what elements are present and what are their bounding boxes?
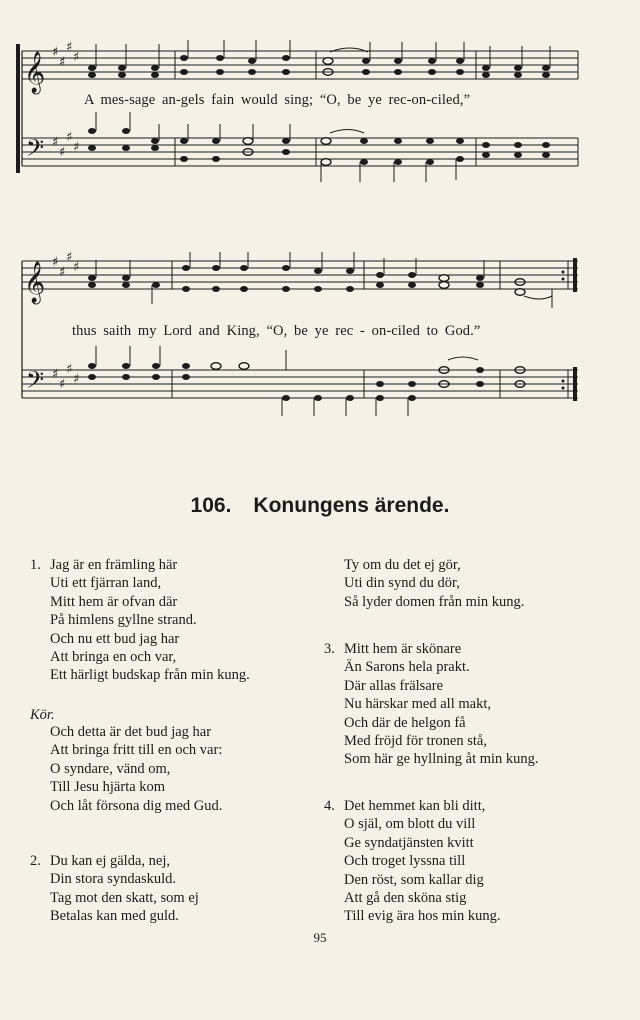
- bass-clef-icon: 𝄢: [26, 366, 45, 399]
- system1-lyrics: A mes-sage an-gels fain would sing; “O, be ye rec-on-ciled,”: [84, 92, 471, 108]
- svg-text:♯: ♯: [52, 367, 59, 382]
- svg-text:♯: ♯: [66, 362, 73, 377]
- verse-2-continued: [324, 556, 524, 611]
- verse-line: Att bringa en och var,: [50, 649, 177, 666]
- svg-text:♯: ♯: [66, 40, 73, 55]
- verse-line: Mitt hem är ofvan där: [50, 593, 178, 610]
- verse-line: Ge syndatjänsten kvitt: [344, 834, 474, 851]
- hymn-title-text: Konungens ärende.: [253, 494, 450, 517]
- verse-line: Och låt försona dig med Gud.: [50, 797, 223, 814]
- verse-line: Ett härligt budskap från min kung.: [50, 667, 250, 684]
- verse-line: Än Sarons hela prakt.: [344, 659, 470, 676]
- verse-line: Den röst, som kallar dig: [344, 871, 484, 888]
- verse-line: O syndare, vänd om,: [50, 760, 171, 777]
- treble-clef-icon: 𝄞: [24, 262, 46, 303]
- verse-line: Din stora syndaskuld.: [50, 871, 177, 888]
- svg-text:♯: ♯: [73, 50, 80, 65]
- verse-line: Uti din synd du dör,: [344, 575, 460, 592]
- music-system-1: [0, 0, 640, 200]
- verse-line: På himlens gyllne strand.: [50, 612, 197, 629]
- verse-line: Nu härskar med all makt,: [344, 696, 491, 713]
- verse-line: Att bringa fritt till en och var:: [50, 742, 223, 759]
- verse-line: Jag är en främling här: [50, 557, 178, 573]
- hymn-title: [0, 494, 640, 518]
- chorus: [30, 723, 222, 815]
- svg-text:♯: ♯: [59, 265, 66, 280]
- verse-4: [324, 797, 501, 926]
- chorus-label: Kör.: [30, 707, 55, 723]
- verse-number: 3.: [324, 641, 335, 657]
- svg-text:♯: ♯: [66, 250, 73, 265]
- verse-1: [30, 556, 250, 685]
- verse-3: [324, 640, 539, 769]
- svg-text:♯: ♯: [73, 372, 80, 387]
- svg-text:♯: ♯: [59, 145, 66, 160]
- bass-clef-icon: 𝄢: [26, 134, 45, 167]
- verse-line: Och nu ett bud jag har: [50, 630, 180, 647]
- verse-2: [30, 852, 199, 926]
- verse-number: 4.: [324, 798, 335, 814]
- verse-line: Uti ett fjärran land,: [50, 575, 162, 592]
- verse-line: Ty om du det ej gör,: [344, 557, 461, 573]
- verse-line: Och troget lyssna till: [344, 853, 466, 870]
- verse-line: Så lyder domen från min kung.: [344, 593, 525, 610]
- verse-line: Där allas frälsare: [344, 677, 444, 694]
- verse-line: Du kan ej gälda, nej,: [50, 853, 170, 869]
- verse-line: Mitt hem är skönare: [344, 641, 462, 657]
- verse-line: O själ, om blott du vill: [344, 816, 476, 833]
- verse-line: Och där de helgon få: [344, 714, 466, 731]
- svg-text:♯: ♯: [59, 55, 66, 70]
- verse-line: Till evig ära hos min kung.: [344, 908, 501, 925]
- verse-line: Och detta är det bud jag har: [50, 724, 212, 740]
- music-system-2: [0, 240, 640, 440]
- svg-text:♯: ♯: [52, 45, 59, 60]
- svg-text:♯: ♯: [52, 255, 59, 270]
- verse-line: Betalas kan med guld.: [50, 908, 179, 925]
- staff-drawing: [0, 240, 640, 440]
- verse-number: 2.: [30, 853, 41, 869]
- svg-text:♯: ♯: [66, 130, 73, 145]
- verse-line: Med fröjd för tronen stå,: [344, 733, 487, 750]
- treble-clef-icon: 𝄞: [24, 52, 46, 93]
- verse-line: Tag mot den skatt, som ej: [50, 889, 199, 906]
- verse-line: Till Jesu hjärta kom: [50, 779, 166, 796]
- verse-line: Att gå den sköna stig: [344, 890, 467, 907]
- svg-text:♯: ♯: [52, 135, 59, 150]
- verse-line: Det hemmet kan bli ditt,: [344, 798, 486, 814]
- svg-text:♯: ♯: [73, 140, 80, 155]
- svg-text:♯: ♯: [59, 377, 66, 392]
- hymn-number: 106.: [190, 494, 232, 517]
- verse-number: 1.: [30, 557, 41, 573]
- svg-text:♯: ♯: [73, 260, 80, 275]
- verse-line: Som här ge hyllning åt min kung.: [344, 751, 539, 768]
- system2-lyrics: thus saith my Lord and King, “O, be ye rec - on-ciled to God.”: [72, 323, 481, 339]
- page-number: 95: [313, 930, 327, 945]
